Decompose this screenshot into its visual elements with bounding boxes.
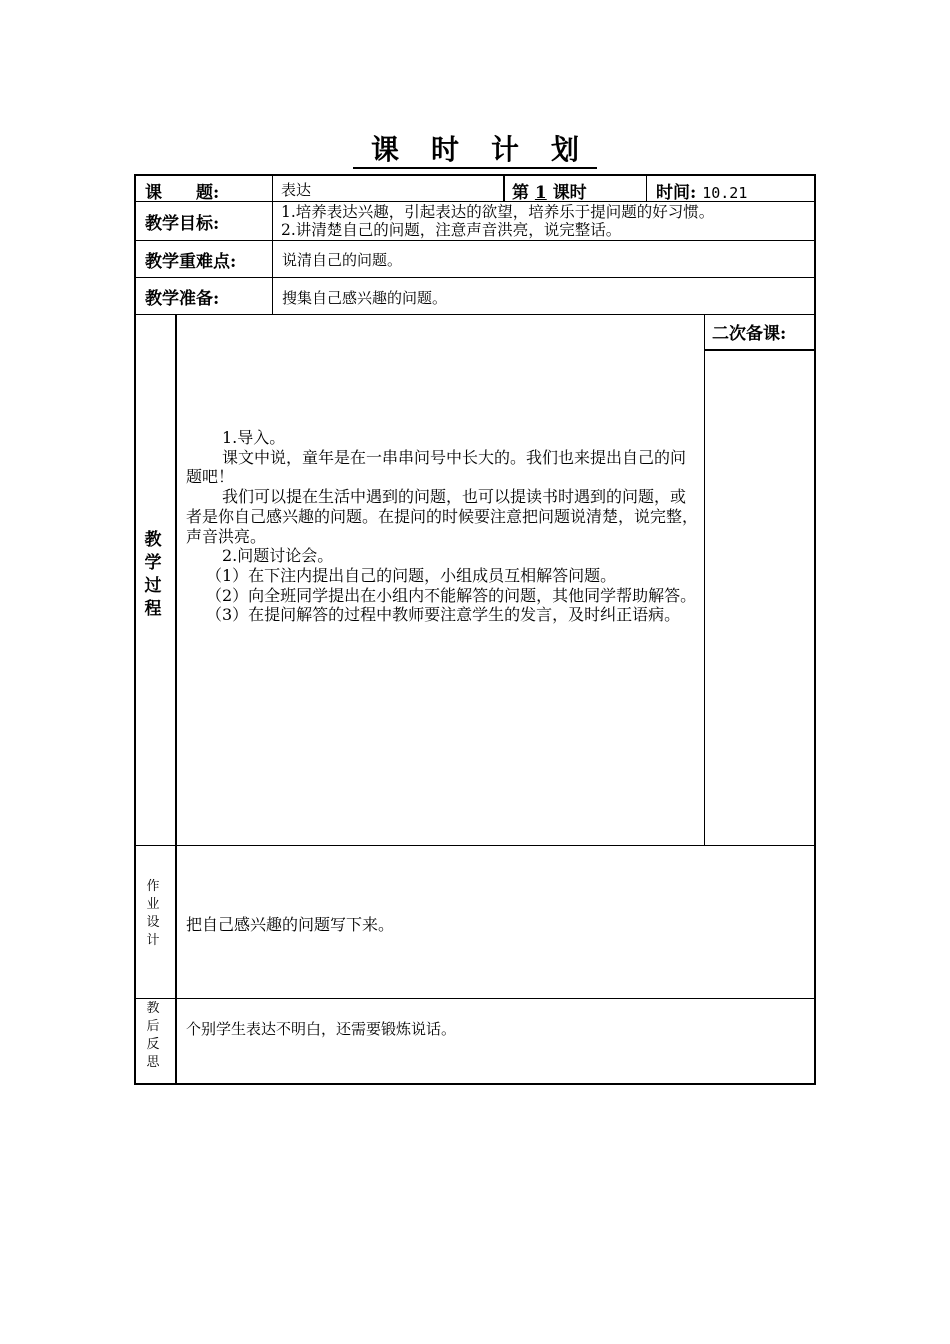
homework-label: 作 业 设 计 — [146, 879, 160, 948]
lesson-count — [512, 178, 587, 203]
process-paragraph: 2.问题讨论会。 — [222, 546, 334, 566]
process-paragraph: （1）在下注内提出自己的问题，小组成员互相解答问题。 — [206, 565, 617, 585]
time-field — [656, 178, 747, 203]
process-label: 教 学 过 程 — [144, 530, 162, 619]
title-char: 时 — [430, 133, 459, 166]
process-content — [186, 428, 698, 625]
lesson-suffix: 课时 — [552, 183, 587, 203]
topic-value: 表达 — [281, 181, 312, 199]
title-char: 划 — [551, 133, 580, 166]
reflection-value: 个别学生表达不明白，还需要锻炼说话。 — [186, 1020, 457, 1038]
topic-label: 课 题: — [145, 183, 220, 203]
process-paragraph: 我们可以提在生活中遇到的问题，也可以提读书时遇到的问题，或者是你自己感兴趣的问题。在提问的时候要注意把问题说清楚，说完整，声音洪亮。 — [186, 487, 699, 546]
key-points-value: 说清自己的问题。 — [282, 251, 403, 269]
process-paragraph: 课文中说，童年是在一串串问号中长大的。我们也来提出自己的问题吧！ — [186, 447, 687, 487]
process-paragraph: 1.导入。 — [222, 428, 286, 447]
time-value: 10.21 — [702, 184, 748, 202]
page-title — [0, 133, 950, 169]
preparation-value: 搜集自己感兴趣的问题。 — [282, 289, 448, 307]
process-paragraph: （2）向全班同学提出在小组内不能解答的问题，其他同学帮助解答。 — [206, 585, 697, 605]
secondary-prep-label: 二次备课: — [712, 324, 787, 344]
lesson-prefix: 第 — [512, 183, 529, 203]
process-paragraph: （3）在提问解答的过程中教师要注意学生的发言，及时纠正语病。 — [206, 605, 681, 625]
homework-value: 把自己感兴趣的问题写下来。 — [186, 915, 395, 934]
goals-line-1: 1.培养表达兴趣，引起表达的欲望，培养乐于提问题的好习惯。 — [281, 203, 715, 221]
preparation-label: 教学准备: — [145, 289, 220, 309]
reflection-label: 教 后 反 思 — [146, 1001, 160, 1070]
goals-label: 教学目标: — [145, 214, 220, 234]
title-char: 课 — [370, 133, 399, 166]
title-char: 计 — [491, 133, 520, 166]
time-label: 时间: — [656, 183, 697, 203]
goals-line-2: 2.讲清楚自己的问题，注意声音洪亮，说完整话。 — [281, 221, 622, 239]
lesson-number: 1 — [534, 183, 547, 203]
key-points-label: 教学重难点: — [145, 252, 237, 272]
